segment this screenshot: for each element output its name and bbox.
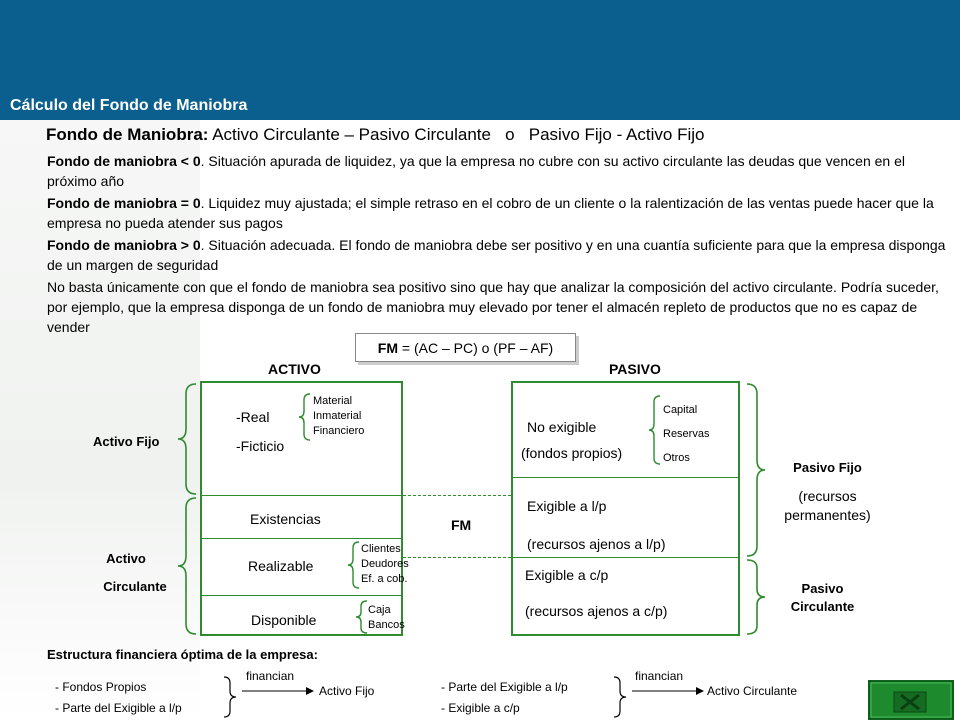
no-exigible-brace-icon	[648, 395, 662, 465]
real-label: -Real	[236, 409, 270, 425]
ficticio-label: -Ficticio	[236, 438, 285, 454]
list-item: Bancos	[368, 619, 405, 631]
fm-top-dash	[403, 495, 511, 496]
fondos-propios-label: (fondos propios)	[521, 445, 623, 461]
realizable-items	[361, 542, 409, 587]
disponible-brace-icon	[355, 600, 369, 634]
real-brace-icon	[298, 393, 312, 441]
list-item: Capital	[663, 404, 698, 416]
paragraph-text: . Situación adecuada. El fondo de maniobra debe ser positivo y en una cuantía suficiente para que la empresa disponga de un margen de seguridad	[47, 237, 946, 273]
back-button[interactable]	[868, 680, 954, 720]
list-item: Deudores	[361, 558, 409, 570]
list-item: Material	[313, 395, 353, 407]
list-item: - Exigible a c/p	[441, 701, 520, 715]
paragraph-fm-positive	[47, 235, 952, 275]
pasivo-circulante-label	[765, 580, 880, 616]
pasivo-fijo-sub	[760, 487, 895, 525]
disponible-items	[368, 603, 405, 633]
paragraph-composition	[47, 277, 952, 337]
real-items	[313, 394, 364, 439]
right-target: Activo Circulante	[707, 684, 798, 698]
exigible-cp-label: Exigible a c/p	[525, 567, 609, 583]
divider-exigible-lp	[511, 557, 740, 558]
activo-fijo-brace-icon	[176, 382, 200, 496]
right-verb: financian	[635, 669, 684, 683]
main-heading	[46, 125, 704, 145]
estructura-right-items	[441, 677, 568, 719]
label-line: (recursos	[798, 488, 857, 504]
label-line: Activo	[106, 551, 146, 566]
header-bar	[0, 0, 960, 120]
pasivo-fijo-label: Pasivo Fijo	[793, 460, 862, 475]
heading-rest: Activo Circulante – Pasivo Circulante o Pasivo Fijo - Activo Fijo	[208, 125, 705, 144]
exigible-lp-label: Exigible a l/p	[527, 498, 607, 514]
list-item: Ef. a cob.	[361, 573, 408, 585]
list-item: Reservas	[663, 428, 710, 440]
paragraph-text: No basta únicamente con que el fondo de maniobra sea positivo sino que hay que analizar la composición del activo circulante. Podría suceder, por ejemplo, que la empresa disponga de un fondo de maniobra muy elevado por tener el almacén repleto de productos que no es capaz de vender	[47, 279, 939, 335]
paragraph-fm-zero	[47, 193, 952, 233]
realizable-brace-icon	[347, 541, 361, 589]
no-exigible-label: No exigible	[527, 419, 597, 435]
list-item: Inmaterial	[313, 410, 362, 422]
right-brace-icon	[612, 676, 628, 718]
no-exigible-items	[663, 398, 709, 470]
pasivo-title: PASIVO	[609, 361, 661, 377]
pasivo-fijo-brace-icon	[745, 382, 769, 558]
list-item: Clientes	[361, 543, 401, 555]
label-line: Pasivo	[801, 581, 844, 596]
label-line: Circulante	[103, 579, 167, 594]
activo-circulante-label	[95, 545, 175, 601]
disponible-label: Disponible	[251, 612, 317, 628]
formula-rest: = (AC – PC) o (PF – AF)	[398, 339, 554, 356]
back-arrow-icon	[870, 682, 952, 718]
label-line: permanentes)	[784, 507, 871, 523]
existencias-label: Existencias	[250, 511, 321, 527]
list-item: Otros	[663, 452, 690, 464]
realizable-label: Realizable	[248, 558, 314, 574]
recursos-cp-label: (recursos ajenos a c/p)	[525, 603, 668, 619]
left-verb: financian	[246, 669, 295, 683]
estructura-title: Estructura financiera óptima de la empresa:	[47, 647, 318, 662]
paragraph-bold: Fondo de maniobra < 0	[47, 153, 201, 169]
list-item: - Parte del Exigible a l/p	[55, 701, 182, 715]
page-title: Cálculo del Fondo de Maniobra	[10, 97, 248, 114]
list-item: - Fondos Propios	[55, 680, 147, 694]
paragraph-bold: Fondo de maniobra > 0	[47, 237, 201, 253]
paragraph-bold: Fondo de maniobra = 0	[47, 195, 201, 211]
pasivo-circulante-brace-icon	[745, 558, 769, 636]
divider-realizable	[200, 595, 403, 596]
activo-circulante-brace-icon	[176, 496, 200, 636]
fm-bottom-dash	[403, 557, 511, 558]
fm-label: FM	[451, 517, 472, 533]
heading-bold: Fondo de Maniobra:	[46, 125, 209, 144]
activo-title: ACTIVO	[268, 361, 321, 377]
right-arrow-icon	[630, 684, 708, 698]
paragraph-text: . Situación apurada de liquidez, ya que la empresa no cubre con su activo circulante las deudas que vencen en el próximo año	[47, 153, 905, 189]
activo-fijo-label: Activo Fijo	[93, 434, 160, 449]
divider-activo-fijo	[200, 495, 403, 496]
recursos-lp-label: (recursos ajenos a l/p)	[527, 536, 666, 552]
list-item: Caja	[368, 604, 391, 616]
formula-bold: FM	[377, 339, 398, 356]
left-brace-icon	[222, 676, 238, 718]
formula-box	[355, 333, 576, 362]
list-item: - Parte del Exigible a l/p	[441, 680, 568, 694]
list-item: Financiero	[313, 425, 365, 437]
divider-existencias	[200, 538, 403, 539]
label-line: Circulante	[790, 599, 855, 614]
paragraph-text: . Liquidez muy ajustada; el simple retraso en el cobro de un cliente o la ralentización de las ventas puede hacer que la empresa no pueda atender sus pagos	[47, 195, 934, 231]
divider-no-exigible	[511, 477, 740, 478]
estructura-left-items	[55, 677, 182, 719]
paragraph-fm-negative	[47, 151, 952, 191]
left-target: Activo Fijo	[319, 684, 375, 698]
left-arrow-icon	[240, 684, 318, 698]
